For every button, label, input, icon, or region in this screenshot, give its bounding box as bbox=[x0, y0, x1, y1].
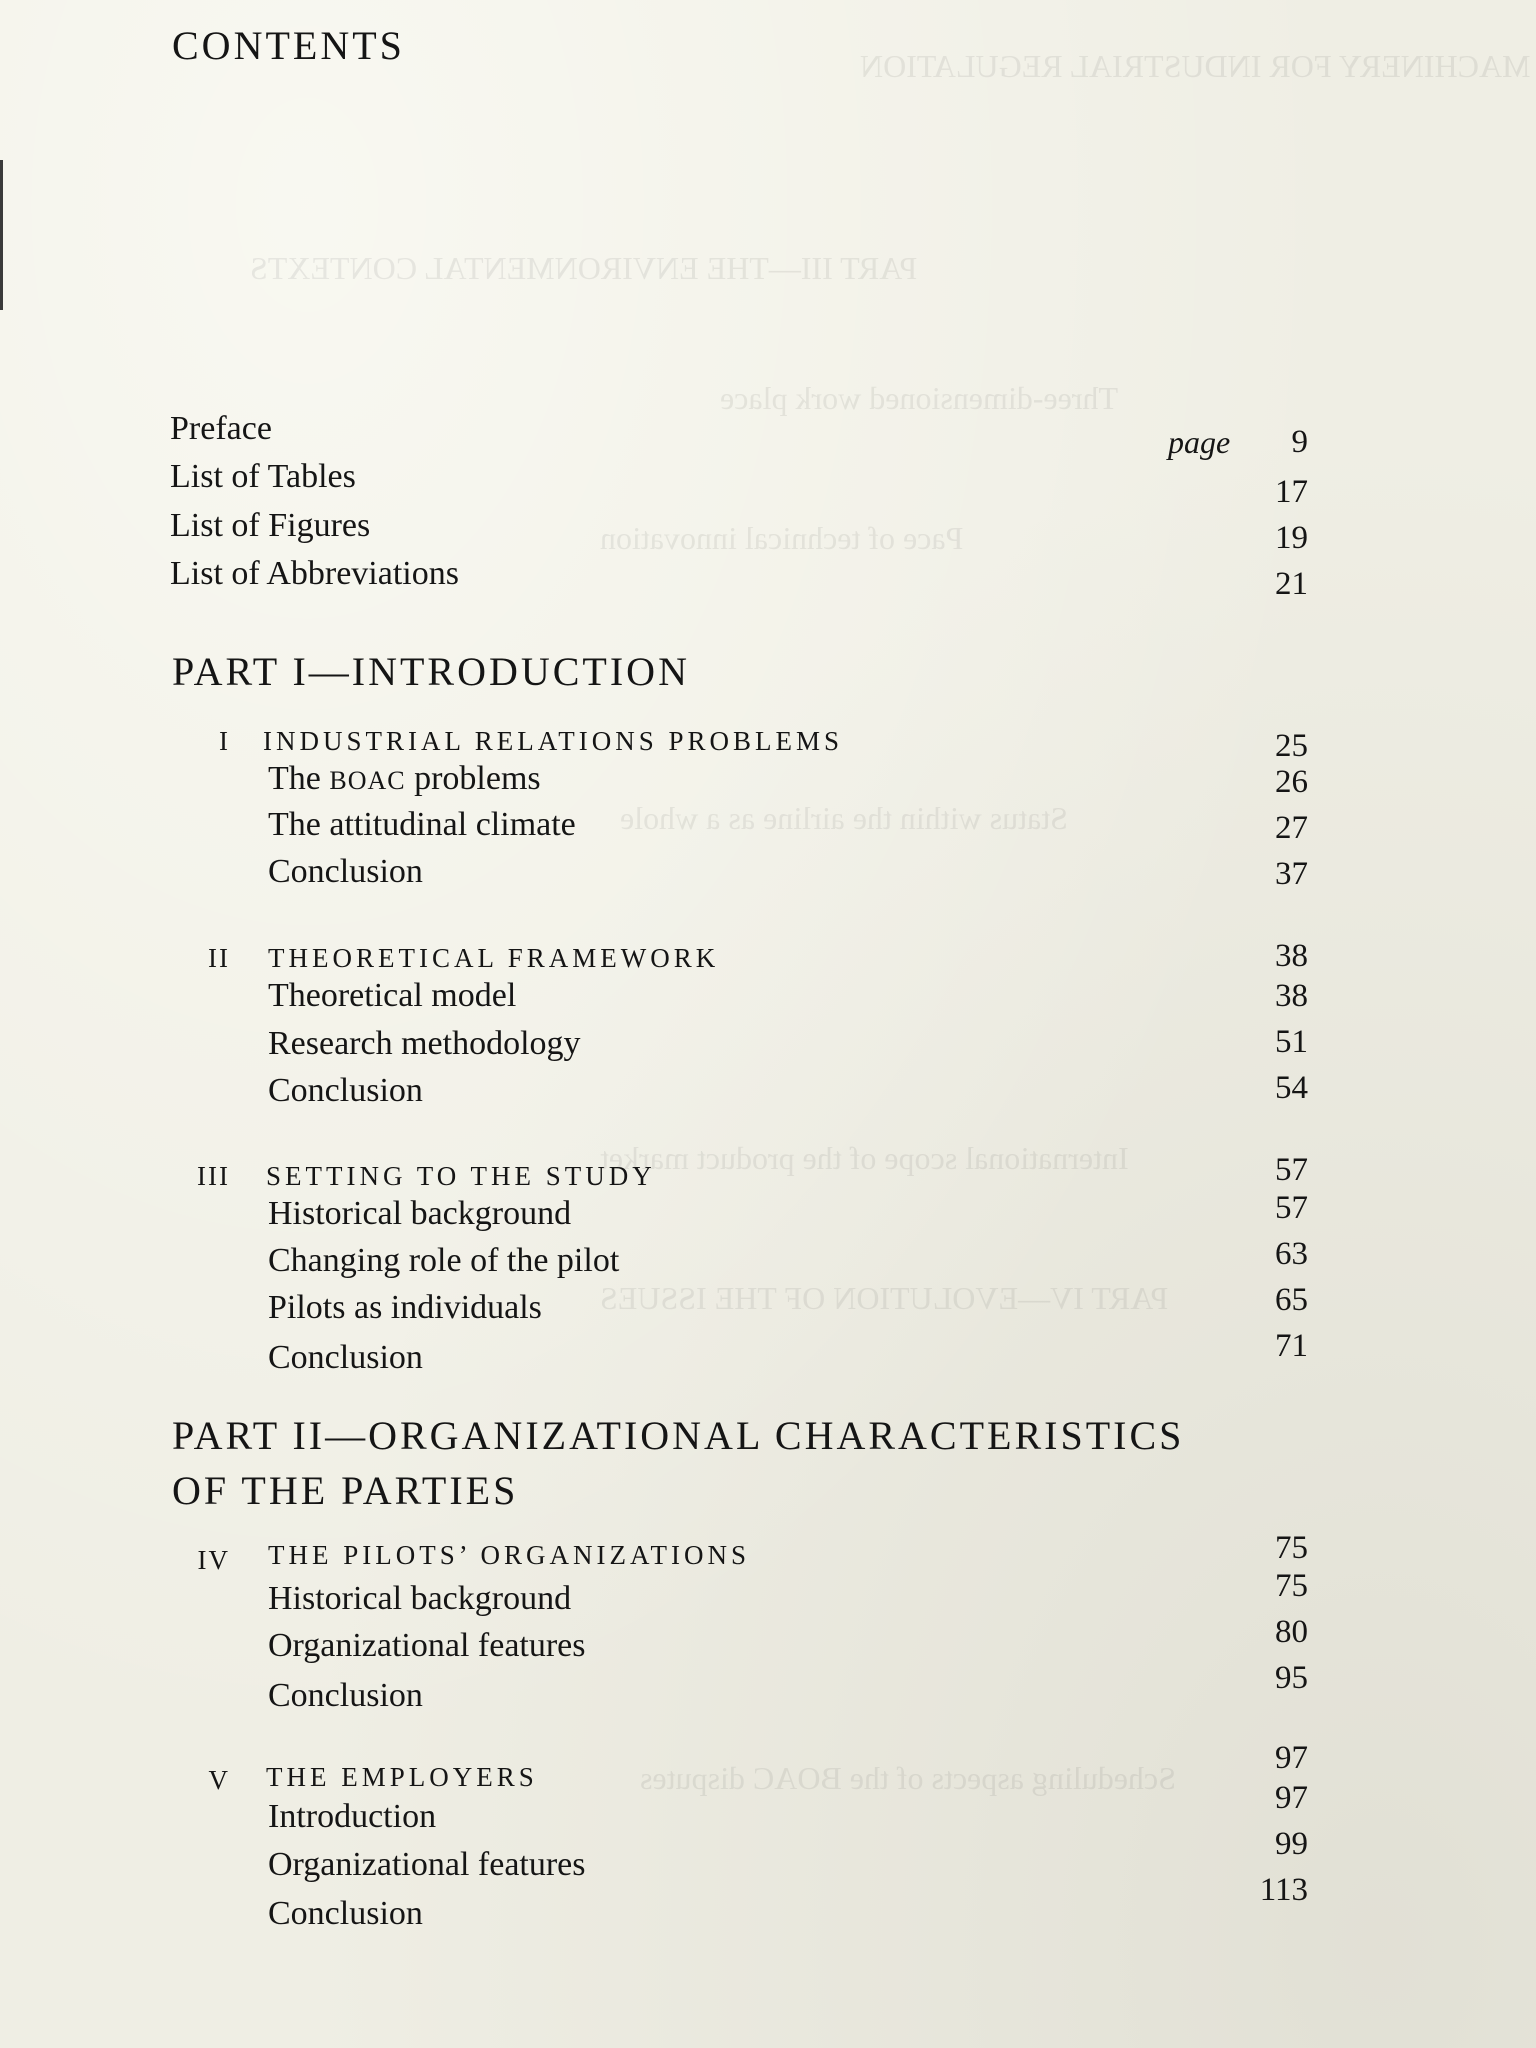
front-matter-item: List of Tables bbox=[170, 458, 356, 495]
section-page: 97 bbox=[1275, 1780, 1308, 1816]
section-item: The attitudinal climate bbox=[268, 806, 576, 843]
section-item: Historical background bbox=[268, 1580, 572, 1617]
section-page: 71 bbox=[1275, 1328, 1308, 1364]
show-through-text: PART III—THE ENVIRONMENTAL CONTEXTS bbox=[250, 250, 918, 286]
show-through-text: PART IV—EVOLUTION OF THE ISSUES bbox=[600, 1280, 1169, 1316]
section-page: 26 bbox=[1275, 764, 1308, 800]
section-page: 99 bbox=[1275, 1826, 1308, 1862]
chapter-title: THE PILOTS’ ORGANIZATIONS bbox=[268, 1540, 750, 1570]
section-item: Conclusion bbox=[268, 1677, 423, 1714]
show-through-text: Scheduling aspects of the BOAC disputes bbox=[640, 1760, 1176, 1796]
section-page: 37 bbox=[1275, 856, 1308, 892]
chapter-page: 25 bbox=[1275, 728, 1308, 764]
section-page: 57 bbox=[1275, 1190, 1308, 1226]
chapter-numeral: I bbox=[219, 726, 230, 756]
section-label-part: The bbox=[268, 760, 330, 797]
section-page: 95 bbox=[1275, 1660, 1308, 1696]
section-item: Organizational features bbox=[268, 1627, 586, 1664]
chapter-title: THE EMPLOYERS bbox=[266, 1762, 538, 1792]
section-item: Pilots as individuals bbox=[268, 1289, 542, 1326]
show-through-text: Pace of technical innovation bbox=[600, 520, 964, 556]
chapter-page: 97 bbox=[1275, 1740, 1308, 1776]
section-page: 51 bbox=[1275, 1024, 1308, 1060]
section-label-smallcaps: BOAC bbox=[329, 766, 406, 795]
section-label-part: problems bbox=[405, 760, 541, 797]
front-matter-page: 17 bbox=[1275, 474, 1308, 510]
section-page: 80 bbox=[1275, 1614, 1308, 1650]
part-heading: PART I—INTRODUCTION bbox=[172, 649, 690, 694]
section-item: Organizational features bbox=[268, 1846, 586, 1883]
front-matter-item: Preface bbox=[170, 410, 272, 447]
chapter-page: 57 bbox=[1275, 1152, 1308, 1188]
section-item: Conclusion bbox=[268, 1339, 423, 1376]
section-page: 113 bbox=[1259, 1872, 1308, 1908]
front-matter-item: List of Abbreviations bbox=[170, 555, 459, 592]
page-edge-shadow bbox=[0, 160, 3, 310]
section-item: Historical background bbox=[268, 1195, 572, 1232]
section-item: Research methodology bbox=[268, 1025, 581, 1062]
section-page: 63 bbox=[1275, 1236, 1308, 1272]
section-item: Conclusion bbox=[268, 1072, 423, 1109]
show-through-text: Three-dimensioned work place bbox=[720, 380, 1119, 416]
section-page: 54 bbox=[1275, 1070, 1308, 1106]
section-page: 65 bbox=[1275, 1282, 1308, 1318]
section-page: 27 bbox=[1275, 810, 1308, 846]
chapter-title: INDUSTRIAL RELATIONS PROBLEMS bbox=[263, 726, 844, 756]
section-item bbox=[268, 760, 541, 798]
front-matter-page: 9 bbox=[1291, 424, 1308, 460]
show-through-text: MACHINERY FOR INDUSTRIAL REGULATION bbox=[860, 48, 1531, 84]
chapter-page: 38 bbox=[1275, 938, 1308, 974]
part-heading: PART II—ORGANIZATIONAL CHARACTERISTICS bbox=[172, 1413, 1185, 1458]
section-page: 38 bbox=[1275, 978, 1308, 1014]
chapter-numeral: III bbox=[197, 1161, 230, 1191]
show-through-text: International scope of the product market bbox=[600, 1140, 1129, 1176]
chapter-title: SETTING TO THE STUDY bbox=[266, 1161, 656, 1191]
section-item: Theoretical model bbox=[268, 977, 517, 1014]
page-column-label: page bbox=[1168, 424, 1231, 460]
section-item: Introduction bbox=[268, 1798, 437, 1835]
section-item: Conclusion bbox=[268, 1895, 423, 1932]
chapter-numeral: II bbox=[208, 943, 230, 973]
section-item: Conclusion bbox=[268, 853, 423, 890]
contents-heading: CONTENTS bbox=[172, 23, 405, 68]
chapter-numeral: IV bbox=[197, 1545, 230, 1575]
show-through-text: Status within the airline as a whole bbox=[620, 800, 1068, 836]
chapter-numeral: V bbox=[208, 1765, 230, 1795]
section-page: 75 bbox=[1275, 1568, 1308, 1604]
front-matter-item: List of Figures bbox=[170, 507, 371, 544]
part-heading-continued: OF THE PARTIES bbox=[172, 1468, 519, 1513]
front-matter-page: 19 bbox=[1275, 520, 1308, 556]
chapter-page: 75 bbox=[1275, 1530, 1308, 1566]
chapter-title: THEORETICAL FRAMEWORK bbox=[268, 943, 720, 973]
front-matter-page: 21 bbox=[1275, 566, 1308, 602]
section-item: Changing role of the pilot bbox=[268, 1242, 620, 1279]
